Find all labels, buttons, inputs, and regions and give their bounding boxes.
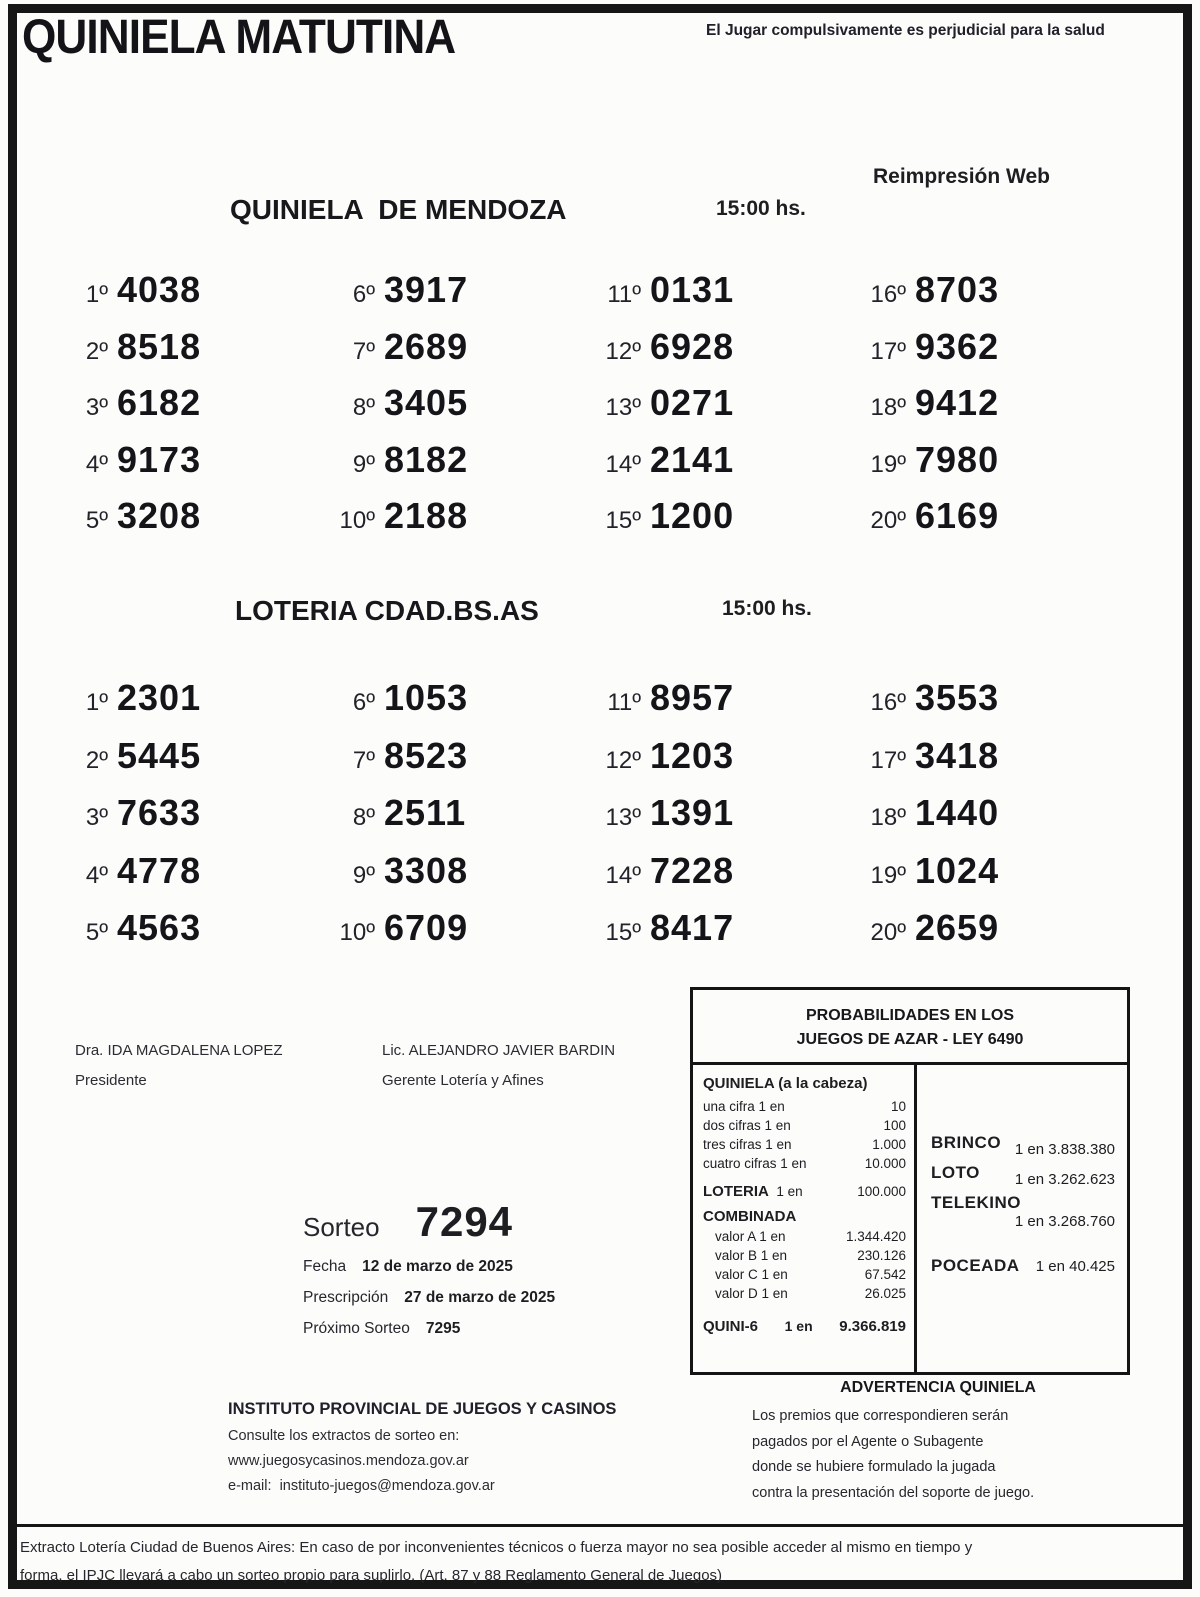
result-item: [579, 907, 849, 965]
odds-row: [703, 1135, 906, 1154]
odds-label: valor D 1 en: [715, 1286, 788, 1301]
result-item: [313, 326, 583, 383]
result-number: 6169: [915, 495, 1000, 536]
footer-line: forma, el IPJC llevará a cabo un sorteo propio para suplirlo. (Art. 87 y 88 Reglamento General de Juegos): [20, 1567, 723, 1584]
sorteo-row: [303, 1198, 513, 1246]
odds-row: [703, 1246, 906, 1265]
odds-value: 230.126: [857, 1248, 906, 1263]
result-position: 12º: [605, 746, 641, 774]
brinco-odds-row: [931, 1133, 1115, 1158]
odds-value: 67.542: [864, 1267, 906, 1282]
result-number: 4778: [117, 849, 202, 891]
advertencia-line: contra la presentación del soporte de juego.: [752, 1484, 1035, 1501]
fecha-row: [303, 1258, 513, 1276]
odds-value: 1 en 3.838.380: [1014, 1141, 1115, 1158]
odds-mid: 1 en: [784, 1318, 813, 1334]
odds-label: cuatro cifras 1 en: [703, 1156, 807, 1171]
probabilities-title-line2: JUEGOS DE AZAR - LEY 6490: [796, 1031, 1024, 1048]
probabilities-body: [693, 1065, 1127, 1375]
odds-value: 1.000: [872, 1137, 906, 1152]
result-item: [579, 792, 849, 850]
odds-row: [703, 1265, 906, 1284]
result-number: 3308: [384, 849, 469, 891]
result-position: 19º: [870, 861, 906, 889]
result-position: 16º: [870, 689, 906, 716]
result-position: 4º: [85, 450, 108, 478]
result-position: 19º: [870, 450, 906, 478]
prescripcion-row: [303, 1289, 555, 1307]
result-number: 3208: [117, 495, 202, 536]
result-position: 8º: [352, 804, 375, 831]
result-item: [46, 792, 316, 850]
odds-label: POCEADA: [931, 1256, 1020, 1275]
result-position: 4º: [85, 861, 108, 889]
draw1-time: 15:00 hs.: [716, 197, 806, 220]
result-number: 7980: [915, 438, 1000, 480]
result-number: 3405: [384, 382, 469, 423]
result-number: 2188: [384, 495, 469, 536]
result-number: 4038: [117, 269, 202, 310]
odds-label: valor C 1 en: [715, 1267, 788, 1282]
result-position: 2º: [85, 337, 108, 365]
odds-label: LOTO: [931, 1163, 980, 1182]
result-number: 8182: [384, 438, 469, 480]
result-number: 8523: [384, 734, 469, 776]
odds-label: dos cifras 1 en: [703, 1118, 791, 1133]
result-item: [579, 677, 849, 735]
institute-email: e-mail: instituto-juegos@mendoza.gov.ar: [228, 1478, 495, 1494]
odds-value: 100: [883, 1118, 906, 1133]
institute-section: [228, 1400, 616, 1494]
sorteo-label: Sorteo: [303, 1212, 380, 1242]
result-item: [844, 677, 1114, 735]
result-position: 9º: [352, 450, 375, 478]
result-position: 14º: [605, 861, 641, 889]
probabilities-title-line1: PROBABILIDADES EN LOS: [805, 1007, 1014, 1024]
fecha-value: 12 de marzo de 2025: [362, 1258, 513, 1275]
result-item: [46, 382, 316, 439]
result-item: [579, 735, 849, 793]
result-item: [46, 326, 316, 383]
quini6-odds-row: [703, 1317, 906, 1336]
draw1-title: QUINIELA DE MENDOZA: [230, 194, 567, 225]
fecha-label: Fecha: [303, 1258, 347, 1275]
result-number: 2301: [117, 677, 202, 718]
result-item: [844, 326, 1114, 383]
result-position: 18º: [870, 394, 906, 421]
odds-value: 1 en 3.262.623: [1014, 1171, 1115, 1188]
result-item: [579, 382, 849, 439]
result-number: 1053: [384, 677, 469, 718]
odds-label: TELEKINO: [931, 1193, 1021, 1212]
result-position: 13º: [605, 394, 641, 421]
result-item: [313, 269, 583, 326]
result-position: 15º: [605, 919, 641, 946]
institute-website: www.juegosycasinos.mendoza.gov.ar: [228, 1453, 469, 1469]
result-number: 5445: [117, 734, 202, 776]
odds-mid: 1 en: [776, 1184, 803, 1199]
gambling-warning-text: El Jugar compulsivamente es perjudicial para la salud: [706, 22, 1105, 39]
footer-line: Extracto Lotería Ciudad de Buenos Aires: En caso de por inconvenientes técnicos o fuerza mayor no sea posible acceder al mismo en tiempo y: [20, 1539, 973, 1556]
result-position: 10º: [339, 507, 375, 534]
result-item: [46, 735, 316, 793]
result-item: [844, 495, 1114, 552]
result-item: [844, 907, 1114, 965]
result-item: [46, 439, 316, 496]
result-position: 10º: [339, 919, 375, 946]
page-title: QUINIELA MATUTINA: [22, 11, 456, 64]
result-item: [46, 850, 316, 908]
odds-label: una cifra 1 en: [703, 1099, 785, 1114]
odds-label: valor B 1 en: [715, 1248, 788, 1263]
prescripcion-label: Prescripción: [303, 1289, 389, 1306]
result-number: 7633: [117, 792, 202, 833]
odds-row: [703, 1097, 906, 1116]
result-number: 1440: [915, 792, 1000, 833]
result-number: 2511: [384, 792, 467, 833]
result-number: 8703: [915, 269, 1000, 310]
result-item: [313, 439, 583, 496]
loteria-odds-row: [703, 1182, 906, 1201]
official-role: Gerente Lotería y Afines: [382, 1072, 544, 1089]
result-position: 11º: [607, 689, 641, 716]
odds-label: LOTERIA: [703, 1183, 769, 1200]
odds-value: 1 en 40.425: [1035, 1258, 1115, 1275]
result-position: 20º: [870, 507, 906, 534]
loto-odds-row: [931, 1163, 1115, 1188]
odds-value: 10.000: [864, 1156, 906, 1171]
odds-label: tres cifras 1 en: [703, 1137, 792, 1152]
advertencia-line: Los premios que correspondieren serán: [752, 1408, 1009, 1424]
official-manager: [382, 1042, 615, 1089]
result-number: 6709: [384, 907, 469, 948]
advertencia-section: [742, 1379, 1134, 1506]
combinada-odds-header: COMBINADA: [703, 1208, 797, 1225]
odds-value: 1 en 3.268.760: [1014, 1213, 1115, 1230]
probabilities-box: [690, 987, 1130, 1375]
result-position: 8º: [352, 394, 375, 421]
odds-value: 9.366.819: [839, 1318, 906, 1335]
odds-row: [703, 1284, 906, 1303]
prescripcion-value: 27 de marzo de 2025: [404, 1289, 556, 1306]
result-position: 2º: [85, 746, 108, 774]
result-position: 13º: [605, 804, 641, 831]
result-item: [313, 495, 583, 552]
result-number: 8957: [650, 677, 735, 718]
result-position: 15º: [605, 507, 641, 534]
result-item: [313, 850, 583, 908]
result-number: 9173: [117, 438, 202, 480]
footer-divider: [17, 1524, 1183, 1527]
advertencia-title: ADVERTENCIA QUINIELA: [840, 1379, 1036, 1396]
official-name: Lic. ALEJANDRO JAVIER BARDIN: [382, 1042, 616, 1059]
result-number: 2141: [650, 438, 735, 480]
institute-name: INSTITUTO PROVINCIAL DE JUEGOS Y CASINOS: [228, 1400, 617, 1418]
result-position: 7º: [352, 337, 375, 365]
result-number: 1200: [650, 495, 735, 536]
result-number: 6182: [117, 382, 202, 423]
result-item: [844, 382, 1114, 439]
poceada-odds-row: [931, 1256, 1115, 1276]
probabilities-left-column: [693, 1065, 917, 1375]
result-item: [313, 382, 583, 439]
result-number: 9362: [915, 325, 1000, 367]
result-position: 11º: [607, 281, 641, 308]
result-item: [313, 792, 583, 850]
odds-value: 26.025: [864, 1286, 906, 1301]
result-item: [579, 495, 849, 552]
result-item: [579, 326, 849, 383]
result-item: [579, 850, 849, 908]
result-item: [46, 907, 316, 965]
result-position: 5º: [85, 507, 108, 534]
result-item: [313, 735, 583, 793]
result-item: [844, 792, 1114, 850]
odds-label: BRINCO: [931, 1133, 1002, 1152]
telekino-odds-row: [931, 1193, 1115, 1230]
result-item: [46, 269, 316, 326]
result-item: [313, 677, 583, 735]
result-position: 18º: [870, 804, 906, 831]
odds-row: [703, 1154, 906, 1173]
result-item: [844, 850, 1114, 908]
result-position: 9º: [352, 861, 375, 889]
odds-value: 1.344.420: [845, 1229, 906, 1244]
result-position: 6º: [352, 689, 375, 716]
draw1-results-grid: [0, 269, 1200, 554]
advertencia-line: pagados por el Agente o Subagente: [752, 1433, 984, 1450]
result-position: 6º: [352, 281, 375, 308]
result-number: 8417: [650, 907, 735, 948]
result-item: [46, 677, 316, 735]
official-role: Presidente: [75, 1072, 147, 1089]
probabilities-title: [693, 990, 1127, 1065]
result-position: 16º: [870, 281, 906, 308]
result-position: 7º: [352, 746, 375, 774]
draw2-time: 15:00 hs.: [722, 597, 812, 620]
proximo-sorteo-label: Próximo Sorteo: [303, 1320, 410, 1337]
draw2-results-grid: [0, 677, 1200, 967]
result-item: [844, 735, 1114, 793]
result-number: 0271: [650, 382, 735, 423]
official-name: Dra. IDA MAGDALENA LOPEZ: [75, 1042, 283, 1059]
footer-note: [20, 1534, 1176, 1590]
result-position: 20º: [870, 919, 906, 946]
proximo-sorteo-row: [303, 1320, 460, 1338]
proximo-sorteo-value: 7295: [425, 1320, 461, 1337]
result-item: [844, 439, 1114, 496]
result-number: 2659: [915, 907, 1000, 948]
odds-value: 100.000: [857, 1184, 906, 1199]
odds-label: valor A 1 en: [715, 1229, 786, 1244]
result-number: 0131: [650, 269, 735, 310]
result-position: 17º: [870, 337, 906, 365]
odds-row: [703, 1116, 906, 1135]
result-position: 5º: [85, 919, 108, 946]
official-president: [75, 1042, 283, 1089]
result-position: 12º: [605, 337, 641, 365]
result-position: 3º: [85, 804, 108, 831]
reprint-label: Reimpresión Web: [873, 165, 1050, 188]
result-item: [313, 907, 583, 965]
result-position: 1º: [85, 689, 108, 716]
result-item: [844, 269, 1114, 326]
result-position: 1º: [85, 281, 108, 308]
result-number: 7228: [650, 849, 735, 891]
institute-consult-line: Consulte los extractos de sorteo en:: [228, 1428, 460, 1444]
result-item: [579, 269, 849, 326]
result-position: 3º: [85, 394, 108, 421]
advertencia-line: donde se hubiere formulado la jugada: [752, 1459, 996, 1475]
draw2-title: LOTERIA CDAD.BS.AS: [235, 595, 539, 626]
probabilities-right-column: [917, 1065, 1127, 1375]
odds-label: QUINI-6: [703, 1318, 759, 1335]
result-number: 1203: [650, 734, 735, 776]
result-item: [579, 439, 849, 496]
result-number: 3418: [915, 734, 1000, 776]
result-number: 4563: [117, 907, 202, 948]
result-number: 3917: [384, 269, 469, 310]
odds-value: 10: [890, 1099, 906, 1114]
result-number: 6928: [650, 325, 735, 367]
result-number: 1024: [915, 849, 1000, 891]
result-number: 2689: [384, 325, 469, 367]
result-number: 9412: [915, 382, 1000, 423]
result-position: 14º: [605, 450, 641, 478]
result-item: [46, 495, 316, 552]
result-number: 1391: [650, 792, 735, 833]
odds-row: [703, 1227, 906, 1246]
result-number: 3553: [915, 677, 1000, 718]
quiniela-odds-header: QUINIELA (a la cabeza): [703, 1075, 868, 1092]
result-position: 17º: [870, 746, 906, 774]
sorteo-number: 7294: [415, 1198, 514, 1245]
result-number: 8518: [117, 325, 202, 367]
